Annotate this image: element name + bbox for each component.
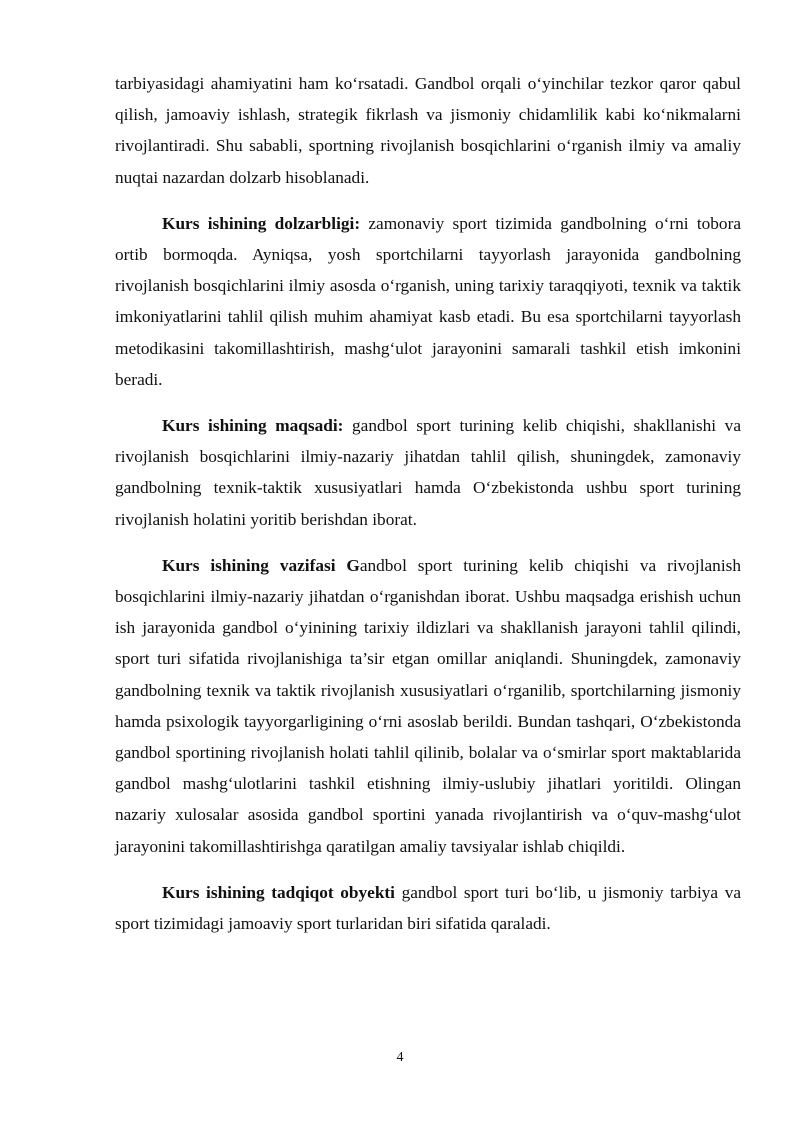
paragraph-goal <box>115 410 741 535</box>
paragraph-heading: Kurs ishining dolzarbligi: <box>162 213 361 233</box>
paragraph-relevance <box>115 208 741 395</box>
paragraph-text: gandbol sport turining kelib chiqishi, shakllanishi va rivojlanish bosqichlarini ilmiy-nazariy jihatdan tahlil qilish, shuningdek, zamonaviy gandbolning texnik-taktik xususiyatlari hamda O‘zbekistonda ushbu sport turining rivojlanish holatini yoritib berishdan iborat. <box>115 416 741 529</box>
paragraph-text: gandbol sport turi bo‘lib, u jismoniy tarbiya va sport tizimidagi jamoaviy sport turlaridan biri sifatida qaraladi. <box>115 882 742 934</box>
paragraph-heading: Kurs ishining maqsadi: <box>162 416 344 436</box>
page-number: 4 <box>396 1050 404 1065</box>
paragraph-text: zamonaviy sport tizimida gandbolning o‘rni tobora ortib bormoqda. Ayniqsa, yosh sportchilarni tayyorlash jarayonida gandbolning rivojlanish bosqichlarini ilmiy asosda o‘rganish, uning tarixiy taraqqiyoti, texnik va taktik imkoniyatlarini tahlil qilish muhim ahamiyat kasb etadi. Bu esa sportchilarni tayyorlash metodikasini takomillashtirish, mashg‘ulot jarayonini samarali tashkil etish imkonini beradi. <box>115 213 741 389</box>
paragraph-research-object <box>115 877 741 939</box>
paragraph-text: tarbiyasidagi ahamiyatini ham ko‘rsatadi. Gandbol orqali o‘yinchilar tezkor qaror qabul qilish, jamoaviy ishlash, strategik fikrlash va jismoniy chidamlilik kabi ko‘nikmalarni rivojlantiradi. Shu sababli, sportning rivojlanish bosqichlarini o‘rganish ilmiy va amaliy nuqtai nazardan dolzarb hisoblanadi. <box>115 74 741 187</box>
paragraph-heading: Kurs ishining vazifasi G <box>162 555 360 575</box>
paragraph-heading: Kurs ishining tadqiqot obyekti <box>162 882 395 902</box>
paragraph-tasks <box>115 550 741 862</box>
document-page <box>115 68 741 954</box>
paragraph-intro-continuation <box>115 68 741 193</box>
paragraph-text: andbol sport turining kelib chiqishi va rivojlanish bosqichlarini ilmiy-nazariy jihatdan o‘rganishdan iborat. Ushbu maqsadga erishish uchun ish jarayonida gandbol o‘yinining tarixiy ildizlari va shakllanish jarayoni tahlil qilindi, sport turi sifatida rivojlanishiga ta’sir etgan omillar aniqlandi. Shuningdek, zamonaviy gandbolning texnik va taktik rivojlanish xususiyatlari o‘rganilib, sportchilarning jismoniy hamda psixologik tayyorgarligining o‘rni asoslab berildi. Bundan tashqari, O‘zbekistonda gandbol sportining rivojlanish holati tahlil qilinib, bolalar va o‘smirlar sport maktablarida gandbol mashg‘ulotlarini tashkil etishning ilmiy-uslubiy jihatlari yoritildi. Olingan nazariy xulosalar asosida gandbol sportini yanada rivojlantirish va o‘quv-mashg‘ulot jarayonini takomillashtirishga qaratilgan amaliy tavsiyalar ishlab chiqildi. <box>115 555 741 856</box>
